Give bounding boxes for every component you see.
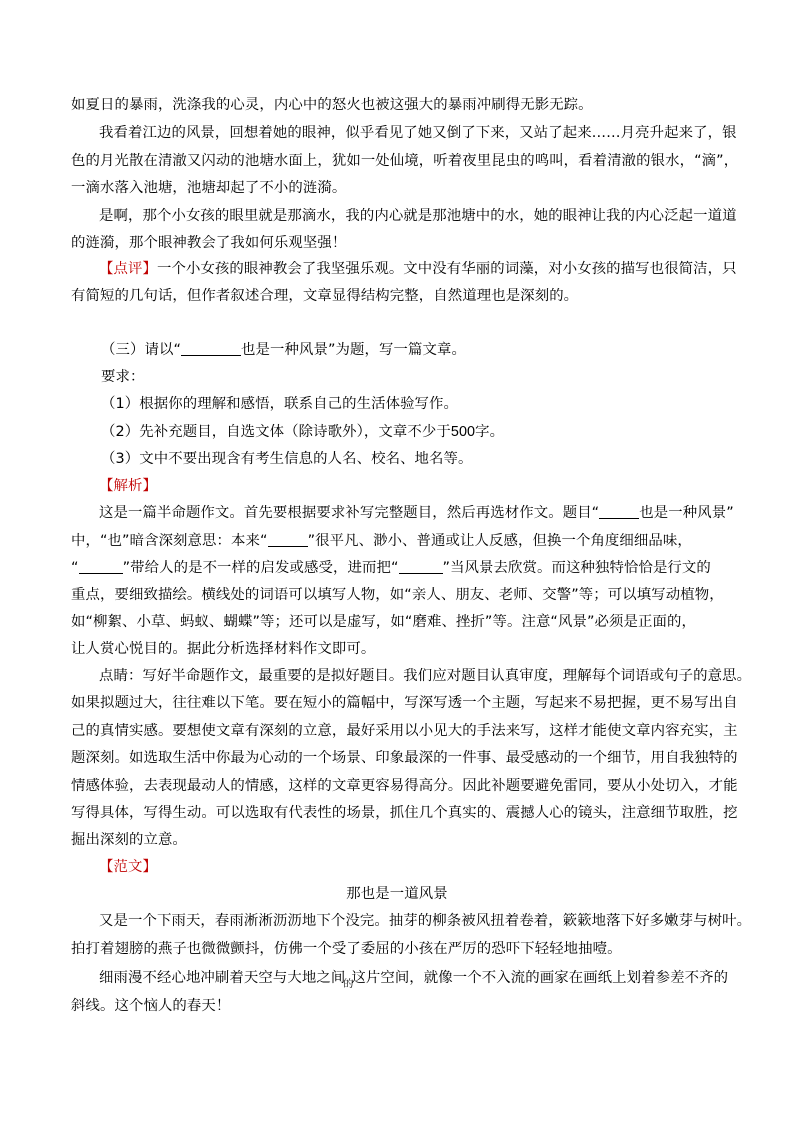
superscript-char: 的 <box>343 979 354 990</box>
tips-line: 题深刻。如选取生活中你最为心动的一个场景、印象最深的一件事、最受感动的一个细节，用自我独特的 <box>71 750 738 766</box>
title-blank <box>181 341 241 356</box>
essay-line: 如夏日的暴雨，洗涤我的心灵，内心中的怒火也被这强大的暴雨冲刷得无影无踪。 <box>71 97 593 113</box>
essay-line: 一滴水落入池塘，池塘却起了不小的涟漪。 <box>71 180 347 196</box>
title-blank <box>399 559 443 574</box>
tips-line: 己的真情实感。要想使文章有深刻的立意，最好采用以小见大的手法来写，这样才能使文章内容充实，主 <box>71 723 738 739</box>
tips-line: 写得具体，写得生动。可以选取有代表性的场景，抓住几个真实的、震撼人心的镜头，注意细节取胜，挖 <box>71 805 738 821</box>
task-prompt: （三）请以“ 也是一种风景”为题，写一篇文章。 <box>101 342 466 358</box>
essay-line: 色的月光散在清澈又闪动的池塘水面上，犹如一处仙境，听着夜里昆虫的鸣叫，看着清澈的银水，“滴”， <box>71 153 739 169</box>
analysis-line: “ ”带给人的是不一样的启发或感受，进而把“ ”当风景去欣赏。而这种独特恰恰是行文的 <box>71 560 711 576</box>
model-essay-line: 斜线。这个恼人的春天！ <box>71 998 231 1014</box>
essay-line: 我看着江边的风景，回想着她的眼神，似乎看见了她又倒了下来，又站了起来……月亮升起来了，银 <box>99 125 737 141</box>
model-essay-tag: 【范文】 <box>99 859 157 875</box>
comment-tag: 【点评】 <box>99 261 157 277</box>
analysis-line: 重点，要细致描绘。横线处的词语可以填写人物，如“亲人、朋友、老师、交警”等；可以填写动植物， <box>71 587 724 603</box>
model-essay-title: 那也是一道风景 <box>346 886 448 902</box>
comment-text: 一个小女孩的眼神教会了我坚强乐观。文中没有华丽的词藻，对小女孩的描写也很简洁，只 <box>156 261 737 277</box>
analysis-line: 如“柳絮、小草、蚂蚁、蝴蝶”等；还可以是虚写，如“磨难、挫折”等。注意“风景”必须是正面的， <box>71 614 696 630</box>
tips-line: 如果拟题过大，往往难以下笔。要在短小的篇幅中，写深写透一个主题，写起来不易把握，更不易写出自 <box>71 695 738 711</box>
comment-line: 有简短的几句话，但作者叙述合理，文章显得结构完整，自然道理也是深刻的。 <box>71 288 579 304</box>
analysis-line: 中，“也”暗含深刻意思：本来“ ”很平凡、渺小、普通或让人反感，但换一个角度细细品味， <box>71 533 692 549</box>
analysis-line: 这是一篇半命题作文。首先要根据要求补写完整题目，然后再选材作文。题目“ 也是一种风景” <box>99 505 734 521</box>
requirement-2: （2）先补充题目，自选文体（除诗歌外），文章不少于500字。 <box>101 424 505 440</box>
model-essay-line: 细雨漫不经心地冲刷着天空与大地之间 的 这片空间，就像一个不入流的画家在画纸上划着参差不齐的 <box>99 969 728 987</box>
tips-line: 点睛：写好半命题作文，最重要的是拟好题目。我们应对题目认真审度，理解每个词语或句子的意思。 <box>99 668 752 684</box>
title-blank <box>79 559 123 574</box>
requirements-title: 要求： <box>101 369 145 385</box>
comment-line <box>99 260 737 278</box>
analysis-tag: 【解析】 <box>99 478 157 494</box>
analysis-line: 让人赏心悦目的。据此分析选择材料作文即可。 <box>71 641 376 657</box>
title-blank <box>268 532 308 547</box>
essay-line: 是啊，那个小女孩的眼里就是那滴水，我的内心就是那池塘中的水，她的眼神让我的内心泛起一道道 <box>99 208 737 224</box>
title-blank <box>599 504 639 519</box>
tips-line: 情感体验，去表现最动人的情感，这样的文章更容易得高分。因此补题要避免雷同，要从小处切入，才能 <box>71 778 738 794</box>
requirement-1: （1）根据你的理解和感悟，联系自己的生活体验写作。 <box>101 396 459 412</box>
model-essay-line: 拍打着翅膀的燕子也微微颤抖，仿佛一个受了委屈的小孩在严厉的恐吓下轻轻地抽噎。 <box>71 941 622 957</box>
requirement-3: （3）文中不要出现含有考生信息的人名、校名、地名等。 <box>101 451 473 467</box>
model-essay-line: 又是一个下雨天，春雨淅淅沥沥地下个没完。抽芽的柳条被风扭着卷着，簌簌地落下好多嫩芽与树叶。 <box>99 913 752 929</box>
tips-line: 掘出深刻的立意。 <box>71 832 187 848</box>
essay-line: 的涟漪，那个眼神教会了我如何乐观坚强！ <box>71 235 347 251</box>
